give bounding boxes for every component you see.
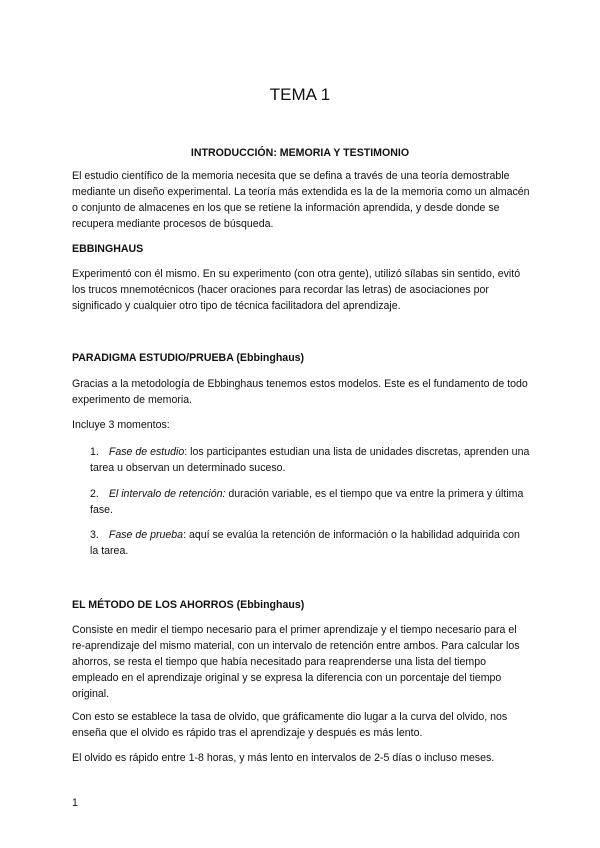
list-item-text: duración variable, es el tiempo que va entre la primera y última fase. <box>90 488 524 516</box>
paradigm-paragraph: Gracias a la metodología de Ebbinghaus tenemos estos modelos. Este es el fundamento de todo experimento de memoria. <box>72 378 528 406</box>
list-item <box>90 527 530 559</box>
list-item-term: Fase de prueba <box>108 529 184 541</box>
list-item <box>90 486 530 518</box>
intro-heading: INTRODUCCIÓN: MEMORIA Y TESTIMONIO <box>190 147 410 159</box>
ebbinghaus-paragraph: Experimentó con él mismo. En su experimento (con otra gente), utilizó sílabas sin sentido, evitó los trucos mnemotécnicos (hacer oraciones para recordar las letras) de asociaciones por significado y cualquier otro tipo de técnica facilitadora del aprendizaje. <box>72 268 521 312</box>
savings-paragraph-1: Consiste en medir el tiempo necesario para el primer aprendizaje y el tiempo necesario para el re-aprendizaje del mismo material, con un intervalo de retención entre ambos. Para calcular los ahorros, se resta el tiempo que había necesitado para reaprenderse una lista del tiempo empleado en el aprendizaje original y se expresa la diferencia con un porcentaje del tiempo original. <box>72 624 520 700</box>
page-title: TEMA 1 <box>269 85 331 104</box>
list-item-number: 2. <box>90 488 99 500</box>
list-item <box>90 444 530 476</box>
list-item-number: 1. <box>90 446 99 458</box>
list-item-text: : aquí se evalúa la retención de información o la habilidad adquirida con la tarea. <box>90 529 520 557</box>
savings-heading: EL MÉTODO DE LOS AHORROS (Ebbinghaus) <box>72 599 305 611</box>
intro-paragraph: El estudio científico de la memoria necesita que se defina a través de una teoría demostrable mediante un diseño experimental. La teoría más extendida es la de la memoria como un almacén o conjunto de almacenes en los que se retiene la información aprendida, y desde donde se recupera mediante procesos de búsqueda. <box>72 170 530 230</box>
paradigm-heading: PARADIGMA ESTUDIO/PRUEBA (Ebbinghaus) <box>72 352 305 364</box>
list-item-text: : los participantes estudian una lista de unidades discretas, aprenden una tarea u observan un determinado suceso. <box>90 446 530 474</box>
page-number: 1 <box>72 797 78 809</box>
savings-paragraph-2: Con esto se establece la tasa de olvido, que gráficamente dio lugar a la curva del olvido, nos enseña que el olvido es rápido tras el aprendizaje y después es más lento. <box>72 711 508 739</box>
savings-paragraph-3: El olvido es rápido entre 1-8 horas, y más lento en intervalos de 2-5 días o incluso meses. <box>72 752 495 764</box>
list-item-number: 3. <box>90 529 99 541</box>
list-item-term: El intervalo de retención: <box>108 488 226 500</box>
paradigm-intro-line: Incluye 3 momentos: <box>72 419 170 431</box>
list-item-term: Fase de estudio <box>108 446 185 458</box>
ebbinghaus-heading: EBBINGHAUS <box>72 243 144 255</box>
